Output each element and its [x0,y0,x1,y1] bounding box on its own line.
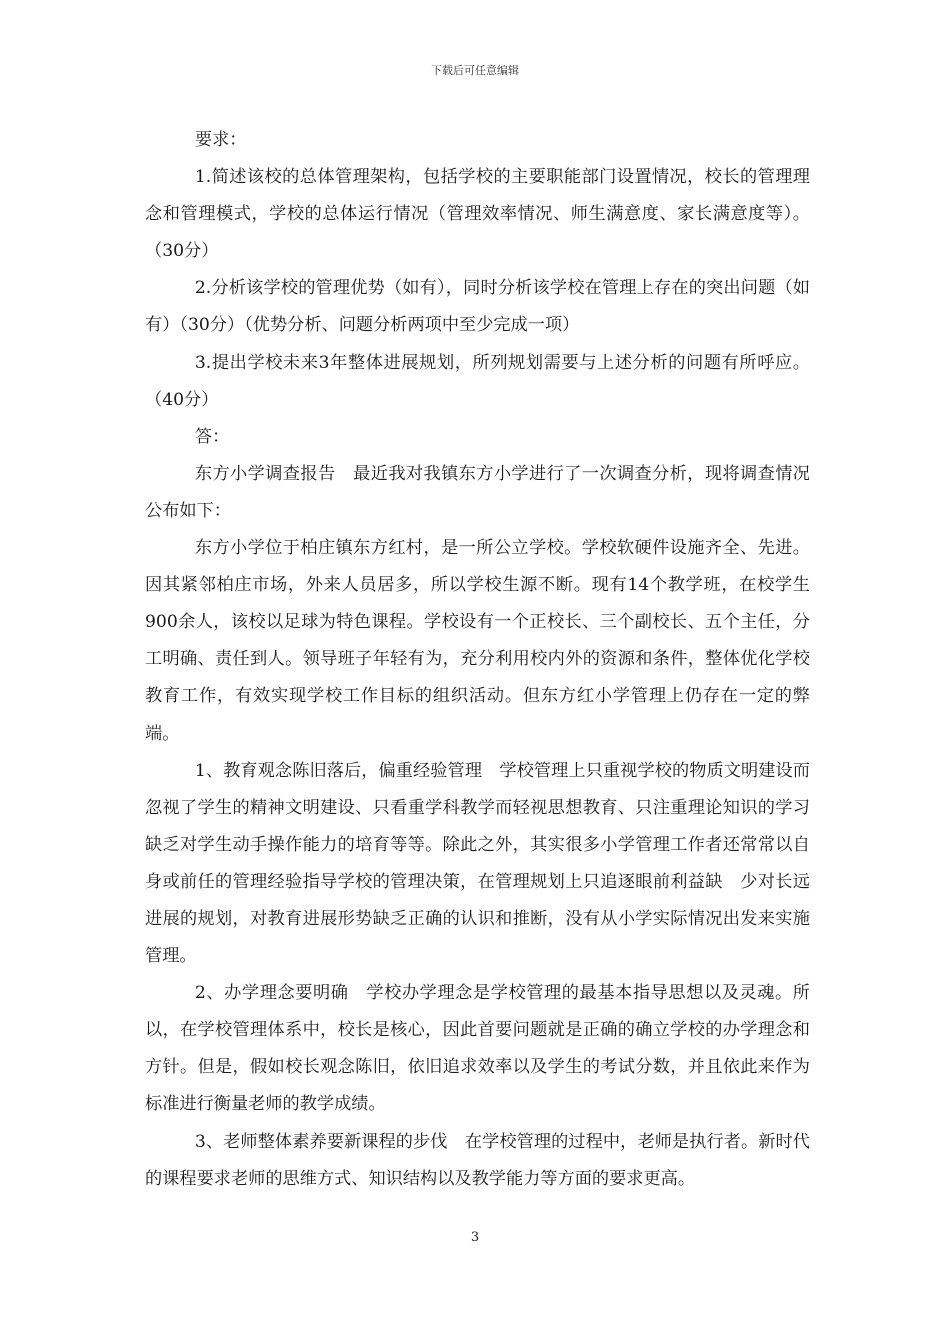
page-header: 下载后可任意编辑 [431,64,519,77]
paragraph-requirements-heading: 要求： [194,130,247,150]
paragraph-school-overview: 东方小学位于柏庄镇东方红村，是一所公立学校。学校软硬件设施齐全、先进。因其紧邻柏庄市场，外来人员居多，所以学校生源不断。现有14个教学班，在校学生900余人，该校以足球为特色课程。学校设有一个正校长、三个副校长、五个主任，分工明确、责任到人。领导班子年轻有为，充分利用校内外的资源和条件，整体优化学校教育工作，有效实现学校工作目标的组织活动。但东方红小学管理上仍存在一定的弊端。 [145,538,810,744]
paragraph-report-intro: 东方小学调查报告 最近我对我镇东方小学进行了一次调查分析，现将调查情况公布如下： [145,463,810,521]
paragraph-requirement-2: 2.分析该学校的管理优势（如有），同时分析该学校在管理上存在的突出问题（如有）（30分）（优势分析、问题分析两项中至少完成一项） [145,278,810,336]
paragraph-requirement-3: 3.提出学校未来3年整体进展规划，所列规划需要与上述分析的问题有所呼应。（40分） [145,352,810,410]
paragraph-issue-3: 3、老师整体素养要新课程的步伐 在学校管理的过程中，老师是执行者。新时代的课程要求老师的思维方式、知识结构以及教学能力等方面的要求更高。 [145,1131,810,1189]
paragraph-issue-2: 2、办学理念要明确 学校办学理念是学校管理的最基本指导思想以及灵魂。所以，在学校管理体系中，校长是核心，因此首要问题就是正确的确立学校的办学理念和方针。但是，假如校长观念陈旧，依旧追求效率以及学生的考试分数，并且依此来作为标准进行衡量老师的教学成绩。 [145,983,810,1115]
paragraph-answer-heading: 答： [194,426,230,447]
paragraph-requirement-1: 1.简述该校的总体管理架构，包括学校的主要职能部门设置情况，校长的管理理念和管理模式，学校的总体运行情况（管理效率情况、师生满意度、家长满意度等）。（30分） [145,167,810,262]
page-number: 3 [470,1230,480,1245]
document-body [145,122,810,1198]
paragraph-issue-1: 1、教育观念陈旧落后，偏重经验管理 学校管理上只重视学校的物质文明建设而忽视了学生的精神文明建设、只看重学科教学而轻视思想教育、只注重理论知识的学习缺乏对学生动手操作能力的培育等等。除此之外，其实很多小学管理工作者还常常以自身或前任的管理经验指导学校的管理决策，在管理规划上只追逐眼前利益缺 少对长远进展的规划，对教育进展形势缺乏正确的认识和推断，没有从小学实际情况出发来实施管理。 [145,760,810,967]
